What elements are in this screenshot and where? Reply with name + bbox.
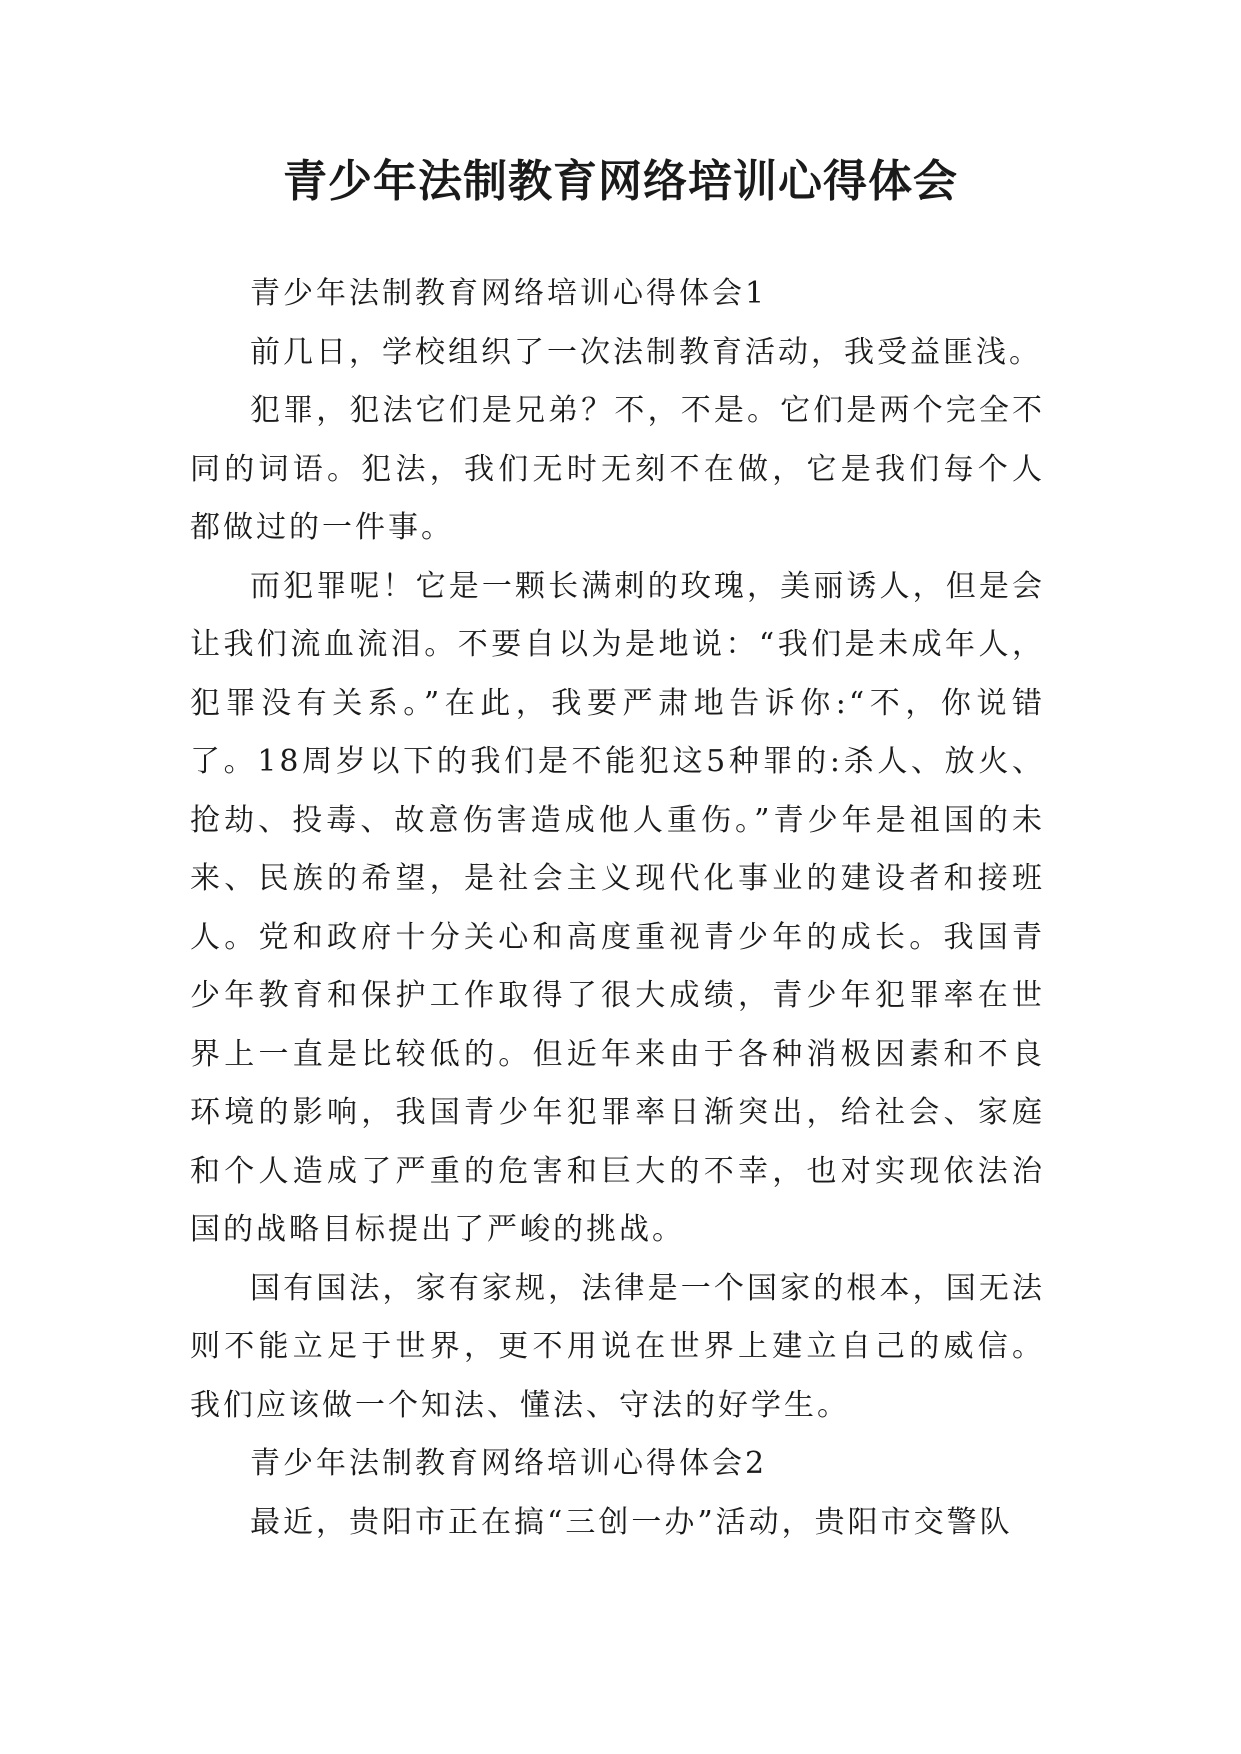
document-body (190, 265, 1045, 1552)
section-heading-1: 青少年法制教育网络培训心得体会1 (250, 276, 768, 311)
paragraph-crime-vs-lawbreaking: 犯罪，犯法它们是兄弟？不，不是。它们是两个完全不同的词语。犯法，我们无时无刻不在做，它是我们每个人都做过的一件事。 (190, 393, 1045, 545)
paragraph-national-law: 国有国法，家有家规，法律是一个国家的根本，国无法则不能立足于世界，更不用说在世界上建立自己的威信。我们应该做一个知法、懂法、守法的好学生。 (190, 1270, 1045, 1423)
paragraph-three-creations: 最近，贵阳市正在搞“三创一办”活动，贵阳市交警队 (250, 1504, 1013, 1540)
paragraph-intro: 前几日，学校组织了一次法制教育活动，我受益匪浅。 (250, 334, 1042, 370)
document-title: 青少年法制教育网络培训心得体会 (283, 156, 958, 207)
paragraph-crime-rose: 而犯罪呢！它是一颗长满刺的玫瑰，美丽诱人，但是会让我们流血流泪。不要自以为是地说：“我们是未成年人，犯罪没有关系。”在此，我要严肃地告诉你:“不，你说错了。18周岁以下的我们是不能犯这5种罪的:杀人、放火、抢劫、投毒、故意伤害造成他人重伤。”青少年是祖国的未来、民族的希望，是社会主义现代化事业的建设者和接班人。党和政府十分关心和高度重视青少年的成长。我国青少年教育和保护工作取得了很大成绩，青少年犯罪率在世界上一直是比较低的。但近年来由于各种消极因素和不良环境的影响，我国青少年犯罪率日渐突出，给社会、家庭和个人造成了严重的危害和巨大的不幸，也对实现依法治国的战略目标提出了严峻的挑战。 (190, 568, 1045, 1247)
section-heading-2: 青少年法制教育网络培训心得体会2 (250, 1446, 768, 1481)
